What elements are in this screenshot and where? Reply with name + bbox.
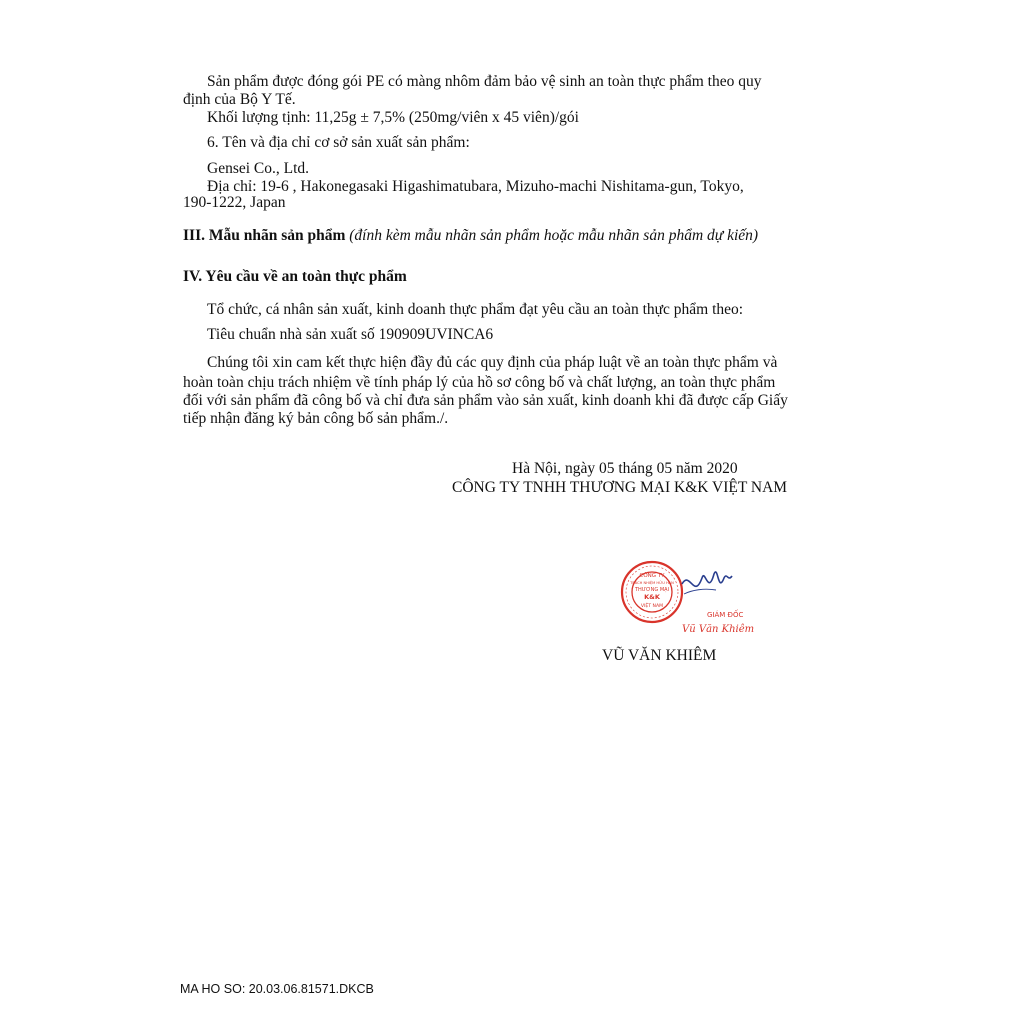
seal-stamp-image [612, 550, 782, 635]
manufacturer-heading: 6. Tên và địa chỉ cơ sở sản xuất sản phẩm: [207, 134, 470, 151]
manufacturer-address-2: 190-1222, Japan [183, 194, 286, 211]
commitment-line-2: hoàn toàn chịu trách nhiệm về tính pháp lý của hồ sơ công bố và chất lượng, an toàn thực phẩm [183, 374, 776, 391]
packaging-line-2: định của Bộ Y Tế. [183, 91, 296, 108]
svg-text:TRÁCH NHIỆM HỮU HẠN: TRÁCH NHIỆM HỮU HẠN [630, 581, 674, 585]
file-code: MA HO SO: 20.03.06.81571.DKCB [180, 982, 374, 996]
commitment-line-1: Chúng tôi xin cam kết thực hiện đầy đủ các quy định của pháp luật về an toàn thực phẩm và [207, 354, 778, 371]
section-4-title: IV. Yêu cầu về an toàn thực phẩm [183, 268, 407, 285]
manufacturer-name: Gensei Co., Ltd. [207, 160, 310, 177]
signature-date: Hà Nội, ngày 05 tháng 05 năm 2020 [512, 460, 738, 477]
company-name: CÔNG TY TNHH THƯƠNG MẠI K&K VIỆT NAM [452, 479, 788, 496]
net-weight: Khối lượng tịnh: 11,25g ± 7,5% (250mg/viên x 45 viên)/gói [207, 109, 579, 126]
svg-text:VIỆT NAM: VIỆT NAM [640, 604, 664, 609]
svg-text:THƯƠNG MẠI: THƯƠNG MẠI [634, 587, 670, 593]
svg-text:K&K: K&K [644, 593, 660, 601]
svg-text:CÔNG TY: CÔNG TY [639, 573, 665, 579]
packaging-line-1: Sản phẩm được đóng gói PE có màng nhôm đảm bảo vệ sinh an toàn thực phẩm theo quy [207, 73, 762, 90]
section-4-line-1: Tổ chức, cá nhân sản xuất, kinh doanh thực phẩm đạt yêu cầu an toàn thực phẩm theo: [207, 301, 744, 318]
manufacturer-address-1: Địa chỉ: 19-6 , Hakonegasaki Higashimatubara, Mizuho-machi Nishitama-gun, Tokyo, [207, 178, 744, 195]
signer-name: VŨ VĂN KHIÊM [602, 647, 717, 664]
section-3-title: III. Mẫu nhãn sản phẩm [183, 227, 346, 244]
signature-seal [612, 550, 782, 635]
section-4-line-2: Tiêu chuẩn nhà sản xuất số 190909UVINCA6 [207, 326, 494, 343]
svg-text:Vũ Văn Khiêm: Vũ Văn Khiêm [682, 624, 755, 635]
svg-text:GIÁM ĐỐC: GIÁM ĐỐC [707, 611, 744, 619]
section-3-note: (đính kèm mẫu nhãn sản phẩm hoặc mẫu nhãn sản phẩm dự kiến) [349, 227, 759, 244]
section-3-heading [183, 227, 758, 245]
commitment-line-4: tiếp nhận đăng ký bản công bố sản phẩm./. [183, 410, 449, 427]
commitment-line-3: đối với sản phẩm đã công bố và chỉ đưa sản phẩm vào sản xuất, kinh doanh khi đã được cấp Giấy [183, 392, 788, 409]
